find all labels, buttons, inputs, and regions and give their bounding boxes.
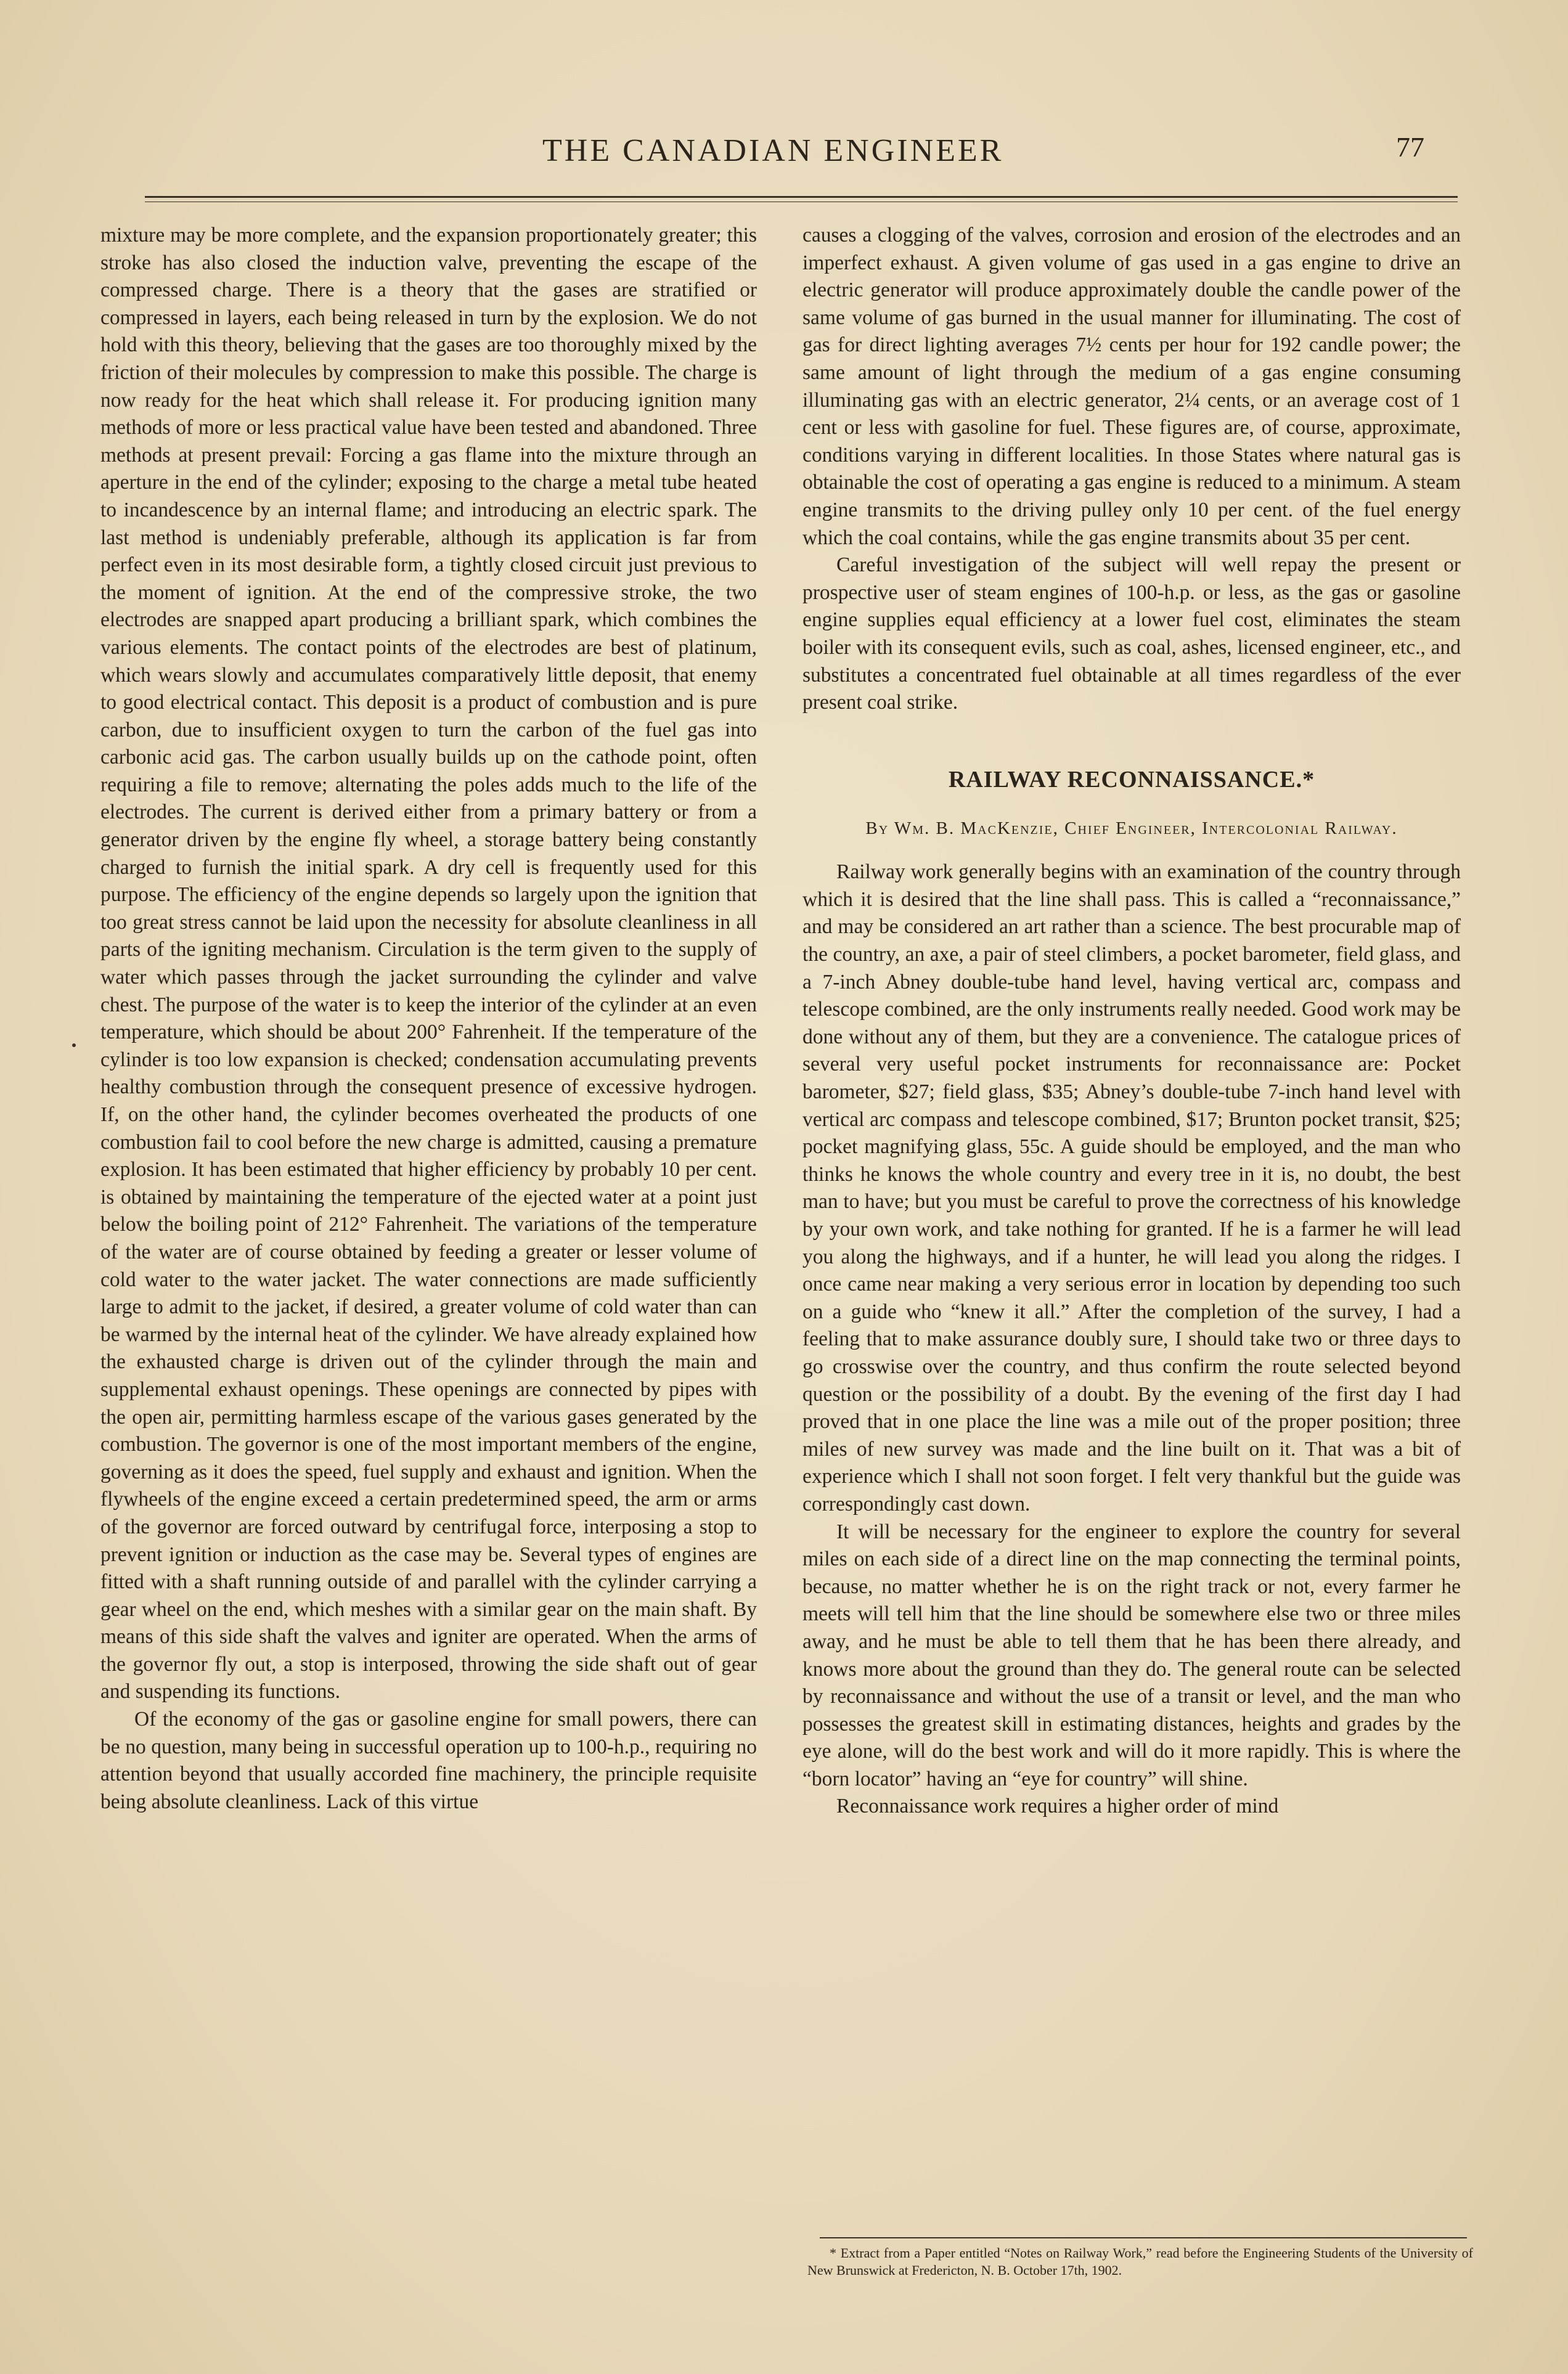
right-column xyxy=(802,222,1461,1821)
article-paragraph-2: It will be necessary for the engineer to explore the country for several miles on each side of a direct line on the map connecting the terminal points, because, no matter whether he is on the right track or not, every farmer he meets will tell him that the line should be somewhere else two or three miles away, and he must be able to tell them that he has been there already, and knows more about the ground than they do. The general route can be selected by reconnaissance and without the use of a transit or level, and the man who possesses the greatest skill in estimating distances, heights and grades by the eye alone, will do the best work and will do it more rapidly. This is where the “born locator” having an “eye for country” will shine. xyxy=(802,1520,1461,1790)
article-paragraph-1: Railway work generally begins with an examination of the country through which it is desired that the line shall pass. This is called a “reconnaissance,” and may be considered an art rather than a science. The best procurable map of the country, an axe, a pair of steel climbers, a pocket barometer, field glass, and a 7-inch Abney double-tube hand level, having vertical arc, compass and telescope combined, are the only instruments really needed. Good work may be done without any of them, but they are a convenience. The catalogue prices of several very useful pocket instruments for reconnaissance are: Pocket barometer, $27; field glass, $35; Abney’s double-tube 7-inch hand level with vertical arc compass and telescope combined, $17; Brunton pocket transit, $25; pocket magnifying glass, 55c. A guide should be employed, and the man who thinks he knows the whole country and every tree in it is, no doubt, the best man to have; but you must be careful to prove the correctness of his knowledge by your own work, and take nothing for granted. If he is a farmer he will lead you along the highways, and if a hunter, he will lead you along the ridges. I once came near making a very serious error in location by depending too such on a guide who “knew it all.” After the completion of the survey, I had a feeling that to make assurance doubly sure, I should take two or three days to go crosswise over the country, and thus confirm the route selected beyond question or the possibility of a doubt. By the evening of the first day I had proved that in one place the line was a mile out of the proper position; three miles of new survey was made and the line built on it. That was a bit of experience which I shall not soon forget. I felt very thankful but the guide was correspondingly cast down. xyxy=(802,860,1461,1515)
left-column xyxy=(100,222,757,1816)
page-number: 77 xyxy=(1396,131,1424,163)
section-title: RAILWAY RECONNAISSANCE.* xyxy=(948,766,1315,793)
author-byline: By Wm. B. MacKenzie, Chief Engineer, Intercolonial Railway. xyxy=(865,818,1398,839)
left-paragraph-1: mixture may be more complete, and the expansion proportionately greater; this stroke has also closed the induction valve, preventing the escape of the compressed charge. There is a theory that the gases are stratified or compressed in layers, each being released in turn by the explosion. We do not hold with this theory, believing that the gases are too thoroughly mixed by the friction of their molecules by compression to make this possible. The charge is now ready for the heat which shall release it. For producing ignition many methods of more or less practical value have been tested and abandoned. Three methods at present prevail: Forcing a gas flame into the mixture through an aperture in the end of the cylinder; exposing to the charge a metal tube heated to incandescence by an internal flame; and introducing an electric spark. The last method is undeniably preferable, although its application is far from perfect even in its most desirable form, a tightly closed circuit just previous to the moment of ignition. At the end of the compressive stroke, the two electrodes are snapped apart producing a brilliant spark, which combines the various elements. The contact points of the electrodes are best of platinum, which wears slowly and accumulates comparatively little deposit, that enemy to good electrical contact. This deposit is a product of combustion and is pure carbon, due to insufficient oxygen to turn the carbon of the fuel gas into carbonic acid gas. The carbon usually builds up on the cathode point, often requiring a file to remove; alternating the poles adds much to the life of the electrodes. The current is derived either from a primary battery or from a generator driven by the engine fly wheel, a storage battery being constantly charged to furnish the initial spark. A dry cell is frequently used for this purpose. The efficiency of the engine depends so largely upon the ignition that too great stress cannot be laid upon the necessity for absolute cleanliness in all parts of the igniting mechanism. Circulation is the term given to the supply of water which passes through the jacket surrounding the cylinder and valve chest. The purpose of the water is to keep the interior of the cylinder at an even temperature, which should be about 200° Fahrenheit. If the temperature of the cylinder is too low expansion is checked; condensation accumulating prevents healthy combustion through the consequent presence of excessive hydrogen. If, on the other hand, the cylinder becomes overheated the products of one combustion fail to cool before the new charge is admitted, causing a premature explosion. It has been estimated that higher efficiency by probably 10 per cent. is obtained by maintaining the temperature of the ejected water at a point just below the boiling point of 212° Fahrenheit. The variations of the temperature of the water are of course obtained by feeding a greater or lesser volume of cold water to the water jacket. The water connections are made sufficiently large to admit to the jacket, if desired, a greater volume of cold water than can be warmed by the internal heat of the cylinder. We have already explained how the exhausted charge is driven out of the cylinder through the main and supplemental exhaust openings. These openings are connected by pipes with the open air, permitting harmless escape of the various gases generated by the combustion. The governor is one of the most important members of the engine, governing as it does the speed, fuel supply and exhaust and ignition. When the flywheels of the engine exceed a certain predetermined speed, the arm or arms of the governor are forced outward by centrifugal force, interposing a stop to prevent ignition or induction as the case may be. Several types of engines are fitted with a shaft running outside of and parallel with the cylinder carrying a gear wheel on the end, which meshes with a similar gear on the main shaft. By means of this side shaft the valves and igniter are operated. When the arms of the governor fly out, a stop is interposed, throwing the side shaft out of gear and suspending its functions. xyxy=(100,224,757,1703)
running-head-title: THE CANADIAN ENGINEER xyxy=(542,133,1004,168)
right-paragraph-1: causes a clogging of the valves, corrosion and erosion of the electrodes and an imperfect exhaust. A given volume of gas used in a gas engine to drive an electric generator will produce approximately double the candle power of the same volume of gas burned in the usual manner for illuminating. The cost of gas for direct lighting averages 7½ cents per hour for 192 candle power; the same amount of light through the medium of a gas engine consuming illuminating gas with an electric generator, 2¼ cents, or an average cost of 1 cent or less with gasoline for fuel. These figures are, of course, approximate, conditions varying in different localities. In those States where natural gas is obtainable the cost of operating a gas engine is reduced to a minimum. A steam engine transmits to the driving pulley only 10 per cent. of the fuel energy which the coal contains, while the gas engine transmits about 35 per cent. xyxy=(802,224,1461,549)
header-rule xyxy=(145,196,1458,202)
left-paragraph-2: Of the economy of the gas or gasoline engine for small powers, there can be no question, many being in successful operation up to 100-h.p., requiring no attention beyond that usually accorded fine machinery, the principle requisite being absolute cleanliness. Lack of this virtue xyxy=(100,1708,757,1813)
print-speck xyxy=(72,1043,76,1047)
right-paragraph-2: Careful investigation of the subject will well repay the present or prospective user of steam engines of 100-h.p. or less, as the gas or gasoline engine supplies equal efficiency at a lower fuel cost, eliminates the steam boiler with its consequent evils, such as coal, ashes, licensed engineer, etc., and substitutes a concentrated fuel obtainable at all times regardless of the ever present coal strike. xyxy=(802,553,1461,714)
footnote-rule xyxy=(820,2237,1467,2238)
article-paragraph-3: Reconnaissance work requires a higher order of mind xyxy=(836,1795,1279,1818)
footnote: * Extract from a Paper entitled “Notes on Railway Work,” read before the Engineering Students of the University of New Brunswick at Fredericton, N. B. October 17th, 1902. xyxy=(807,2245,1473,2278)
